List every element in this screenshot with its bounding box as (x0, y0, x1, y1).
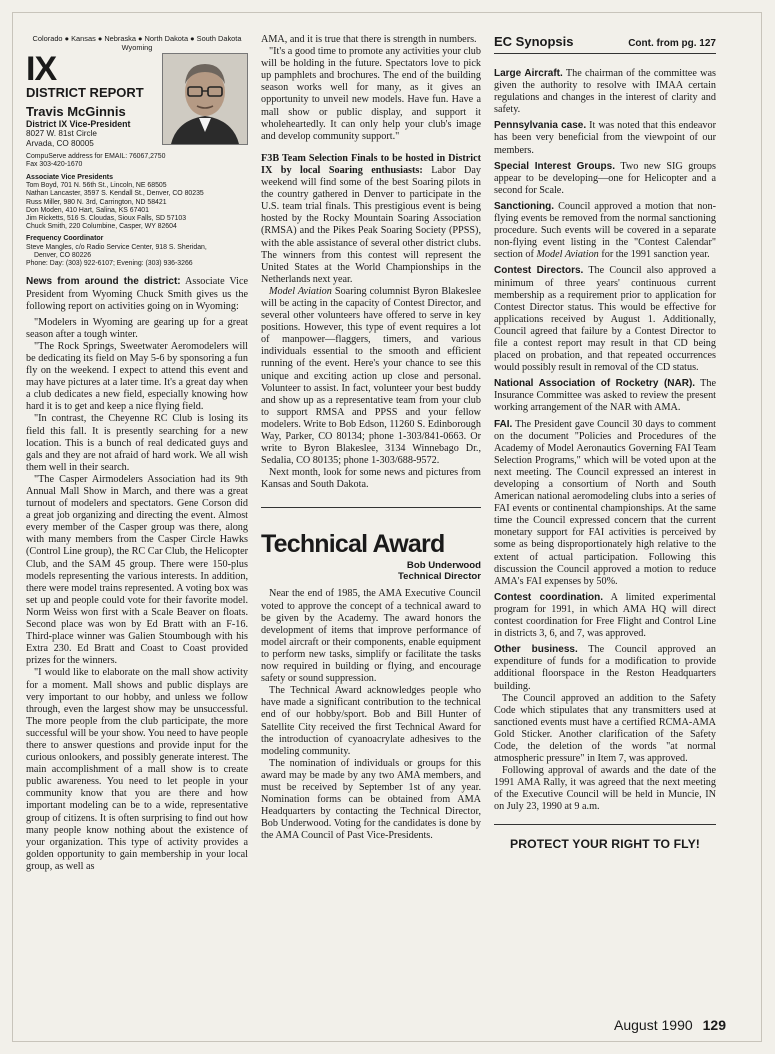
syn-closing-1: The Council approved an addition to the Safety Code which stipulates that any transmitters used at sanctioned events must have a certified RCMA-AMA Gold Sticker. Another clarification of the Safety Code, the deletion of the words "at normal atmospheric pressure" in Item 7, was approved. (494, 692, 716, 765)
f3b-text: Labor Day weekend will find some of the best Soaring pilots in the country gathered in Denver to participate in the U.S. team trial finals. This prestigious event is being hosted by the Rocky Mountain Soaring Association (RMSA) and the Pikes Peak Soaring Society (PPSS), with the able assistance of several other district clubs. The winners from this contest will represent the United States at the World Championships in the Netherlands next year. (261, 164, 481, 285)
column-3 (494, 34, 716, 851)
column-2 (261, 34, 481, 842)
associate-4: Don Moden, 410 Hart, Salina, KS 67401 (26, 206, 149, 214)
syn-head-contest-directors: Contest Directors. (494, 265, 584, 277)
syn-sanctioning-italic: Model Aviation (536, 249, 599, 261)
associates-heading: Associate Vice Presidents (26, 173, 114, 181)
syn-text-sig: Two new SIG groups appear to be developing—one for Helicopter and a second for Scale. (494, 160, 716, 196)
associate-3: Russ Miller, 980 N. 3rd, Carrington, ND 58421 (26, 198, 167, 206)
vp-address-1: 8027 W. 81st Circle (26, 129, 97, 138)
syn-text-pennsylvania: It was noted that this endeavor has been very beneficial from the viewpoint of our members. (494, 120, 716, 156)
syn-fai (494, 419, 716, 588)
mall-cont-1: AMA, and it is true that there is strength in numbers. (261, 34, 477, 45)
wyoming-para-5: "I would like to elaborate on the mall show activity for a moment. Mall shows and public displays are very important to our hobby, and unless we follow through, even the largest show may be unsuccessful. The more people from the club participate, the more successful will be your show. You need to have people there to answer questions and provide input for the curious onlookers, and possibly generate interest. The main accomplishment of a mall show is to create public awareness. You need to let people in your community know that you are there and how important modeling can be to a wide, representative group of citizens. It is often surprising to find out how many people know nothing about the existence of your organization. This type of activity provides a golden opportunity to gain membership in your local group, as well as (26, 667, 249, 872)
vp-address-2: Arvada, CO 80005 (26, 138, 94, 148)
synopsis-continued: Cont. from pg. 127 (628, 38, 716, 49)
award-author: Bob Underwood (406, 560, 481, 572)
award-divider (261, 507, 481, 508)
district-report-label: DISTRICT REPORT (26, 85, 144, 100)
wyoming-para-4: "The Casper Airmodelers Association had its 9th Annual Mall Show in March, and there was a great turnout of modelers and spectators. Gene Corson did a great job organizing and directing the event. Almost every member of the Casper group was there, along with many members from the Casper Circle Hawks (Control Line group), the RC Car Club, the Helicopter Club, and the SAM 45 group. There were 150-plus models representing the various interests. In addition, there were model trains represented. A voting box was set up and people could vote for their favorite model. Norm Weiss won first with a Scale Beaver on floats. Second place was won by Ed Bratt with an F-16. Third-place winner was Galien Stoumbough with his Extra 230. Ed Bratt and Coast to Coast provided prizes for the winners. (26, 473, 248, 667)
award-para-2: The Technical Award acknowledges people who have made a significant contribution to the technical end of our hobby/sport. Bob and Bill Hunter of Satellite City received the first Technical Award for the introduction of cyanoacrylate adhesives to the modeling community. (261, 685, 481, 757)
next-month-note: Next month, look for some news and pictures from Kansas and South Dakota. (261, 467, 481, 491)
compuserve-address: CompuServe address for EMAIL: 76067,2750 (26, 153, 166, 161)
vp-name: Travis McGinnis (26, 104, 126, 119)
synopsis-rule (494, 53, 716, 54)
associate-5: Jim Ricketts, 516 S. Cloudas, Sioux Falls, SD 57103 (26, 214, 187, 222)
syn-contest-coordination (494, 592, 716, 640)
technical-award-article (261, 530, 481, 842)
syn-pennsylvania (494, 120, 716, 156)
syn-sig (494, 161, 716, 197)
syn-text-contest-directors: The Council also approved a minimum of three years' continuous current membership as a requirement prior to application for Contest Director status. This would be effective for applications received by August 1. Additionally, Council agreed that failure by a Contest Director to file a contest report may result in that CD being placed on probation, and that repeated occurrences would possibly result in removal of the CD status. (494, 265, 717, 374)
technical-award-title: Technical Award (261, 530, 445, 559)
lead-text: Associate Vice President from Wyoming Chuck Smith gives us the following report on activities going on in Wyoming: (26, 276, 248, 312)
frequency-heading: Frequency Coordinator (26, 235, 104, 243)
fax-number: Fax 303-420-1670 (26, 161, 83, 169)
syn-head-fai: FAI. (494, 418, 513, 430)
syn-nar (494, 378, 716, 414)
associate-1: Tom Boyd, 701 N. 56th St., Lincoln, NE 68505 (26, 182, 167, 190)
lead-runin: News from around the district: (26, 276, 181, 288)
frequency-line-2: Denver, CO 80226 (34, 252, 92, 260)
wyoming-para-2: "The Rock Springs, Sweetwater Aeromodelers will be dedicating its field on May 5-6 by sponsoring a fun fly on the weekend. I expect to attend this event and may have pictures at a later time. It's a great day when a club dedicates a new field, especially knowing how hard it is to get and keep a nice flying field. (26, 340, 248, 413)
column-1 (26, 34, 248, 873)
model-aviation-italic: Model Aviation (269, 285, 332, 297)
soaring-volunteer-paragraph (261, 286, 481, 467)
page-number: 129 (702, 1017, 726, 1033)
award-para-1: Near the end of 1985, the AMA Executive Council voted to approve the concept of a technical award to be given by the Academy. The award honors the development of items that improve performance of model aircraft or their components, enable equipment to perform new tasks, simplify or facilitate the tasks now required in building or flying, and encourage safety or sound suppression. (261, 588, 481, 685)
syn-large-aircraft (494, 68, 716, 116)
vp-portrait-photo (162, 53, 248, 145)
district-header (26, 50, 248, 148)
f3b-paragraph (261, 153, 481, 286)
syn-text-nar: The Insurance Committee was asked to review the present working arrangement of the NAR with AMA. (494, 378, 716, 414)
vp-title: District IX Vice-President (26, 119, 131, 129)
synopsis-title: EC Synopsis (494, 34, 574, 49)
frequency-line-1: Steve Mangles, c/o Radio Service Center, 918 S. Sheridan, (26, 243, 207, 251)
wyoming-para-1: "Modelers in Wyoming are gearing up for a great season after a tough winter. (26, 316, 248, 340)
protect-rule (494, 824, 716, 825)
syn-contest-directors (494, 265, 716, 374)
syn-head-pennsylvania: Pennsylvania case. (494, 120, 587, 132)
soaring-volunteer-text: Soaring columnist Byron Blakeslee will be acting in the capacity of Contest Director, and several other volunteers have offered to serve in key positions. However, this type of event requires a lot of manpower—flaggers, timers, and various individuals essential to the smooth and efficient running of the event. Here's your chance to see this unique and exciting action up close and personal. Volunteer to assist. In fact, volunteer your best buddy and show up as a representative team from your club to support RMSA and PPSS and your fellow modelers. Write to Bob Edson, 11260 S. Edinborough Way, Parker, CO 80134; phone 1-303/841-0663. Or write to Byron Blakeslee, 3134 Winnebago Dr., Sedalia, CO 80135; phone 1-303/688-9572. (261, 285, 482, 467)
syn-head-nar: National Association of Rocketry (NAR). (494, 378, 696, 390)
syn-closing-2: Following approval of awards and the date of the 1991 AMA Rally, it was agreed that the next meeting of the Executive Council will be held in Muncie, IN on July 23, 1990 at 9 a.m. (494, 765, 716, 813)
associate-2: Nathan Lancaster, 3597 S. Kendall St., Denver, CO 80235 (26, 190, 204, 198)
syn-head-large-aircraft: Large Aircraft. (494, 68, 563, 79)
page-footer (596, 1017, 726, 1033)
syn-text-fai: The President gave Council 30 days to comment on the document "Policies and Procedures of the Academy of Model Aeronautics Governing FAI Team Selection Programs," which will be voted upon at the next meeting. The Council expressed an interest in developing a consortium of North and South American national aeromodeling clubs into a series of FAI events or continental championships. At the same time the Council expressed concern that the current monetary support for FAI activities is perceived by some as being disproportionately high relative to the extent of actual participation. Following this discussion the Council approved a motion to reduce AMA's FAI expenses by 50%. (494, 418, 716, 587)
issue-date: August 1990 (614, 1017, 693, 1033)
frequency-line-3: Phone: Day: (303) 922-6107; Evening: (303) 936-3266 (26, 260, 193, 268)
district-info (26, 50, 144, 148)
associate-6: Chuck Smith, 220 Columbine, Casper, WY 82604 (26, 223, 177, 231)
syn-head-sanctioning: Sanctioning. (494, 200, 554, 212)
award-author-title: Technical Director (398, 571, 481, 583)
portrait-illustration (163, 54, 247, 144)
district-lead (26, 276, 248, 312)
syn-text-contest-coordination: A limited experimental program for 1991, in which AMA HQ will direct contest coordination for Free Flight and Control Line in districts 3, 6, and 7, was approved. (494, 591, 716, 640)
syn-head-contest-coordination: Contest coordination. (494, 591, 604, 603)
district-states: Colorado ● Kansas ● Nebraska ● North Dakota ● South Dakota (32, 34, 242, 43)
syn-text-other-business: The Council approved an expenditure of funds for a modification to provide additional floorspace in the Reston Headquarters building. (494, 644, 717, 692)
protect-slogan: PROTECT YOUR RIGHT TO FLY! (510, 836, 700, 851)
mall-cont-2: "It's a good time to promote any activities your club will be holding in the future. Spectators love to pick up pamphlets and brochures. The end of the building season works well for many, as it gives an opportunity to unveil new models. Have fun. Have a mall show or public display, and support it wholeheartedly. It can only help your club's image and develop community support." (261, 46, 481, 142)
syn-text-large-aircraft: The chairman of the committee was given the authority to resolve with IMAA certain regulations and changes in the interest of clarity and safety. (494, 68, 717, 116)
award-para-3: The nomination of individuals or groups for this award may be made by any two AMA members, and must be received by September 1st of any year. Nomination forms can be obtained from AMA Headquarters by contacting the Technical Director, Bob Underwood. Voting for the candidates is done by the AMA Council of Past Vice-Presidents. (261, 757, 481, 842)
f3b-heading: F3B Team Selection Finals to be hosted in District IX by local Soaring enthusiasts: (261, 152, 481, 176)
syn-sanctioning (494, 201, 716, 261)
syn-text-sanctioning-a: Council approved a motion that non-flying events be removed from the normal sanctioning procedure. Such events will be covered in a separate non-flying event listing in the "Contest Calendar" section of (494, 200, 716, 261)
syn-other-business (494, 644, 716, 692)
syn-text-sanctioning-b: for the 1991 sanction year. (598, 249, 710, 261)
district-number: IX (26, 50, 57, 88)
synopsis-header (494, 34, 716, 49)
syn-head-other-business: Other business. (494, 644, 578, 656)
district-states-line2: Wyoming (121, 43, 153, 52)
wyoming-para-3: "In contrast, the Cheyenne RC Club is losing its field this fall. It is presently searching for a new location. This is a bunch of real dedicated guys and gals and they are not afraid of hard work. We all wish them well in their search. (26, 413, 248, 473)
syn-head-sig: Special Interest Groups. (494, 160, 615, 172)
